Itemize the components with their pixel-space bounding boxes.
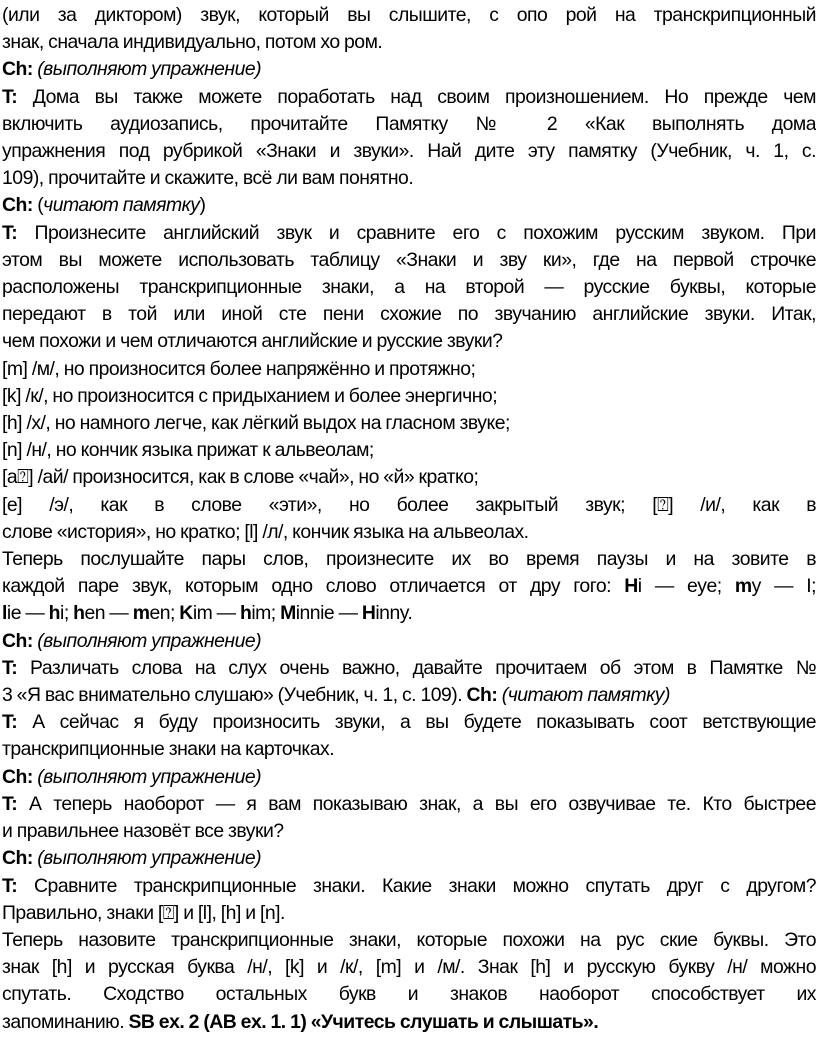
text-run: inny. — [375, 602, 413, 625]
text-run: Теперь послушайте пары слов, произнесите их во время паузы и на зовите в — [2, 548, 816, 571]
paragraph-sound-n — [2, 437, 816, 464]
text-run: en — — [84, 602, 133, 625]
bold-run: T: — [2, 874, 18, 897]
bold-run: H — [361, 602, 376, 625]
text-run: чем похожи и чем отличаются английские и русские звуки? — [2, 330, 503, 353]
text-run: А теперь наоборот — я вам показываю знак, а вы его озвучивае те. Кто быстрее — [17, 792, 816, 815]
text-run: im — — [192, 602, 240, 625]
text-run: ) — [199, 194, 206, 217]
paragraph-sound-ai — [2, 464, 816, 491]
italic-run: (выполняют упражнение) — [37, 847, 262, 870]
text-line — [2, 655, 816, 682]
text-run: этом вы можете использовать таблицу «Знаки и зву ки», где на первой строчке — [2, 248, 816, 271]
italic-run: (читают памятку) — [501, 684, 670, 707]
text-run: [a⍰] /ай/ произносится, как в слове «чай», но «й» кратко; — [2, 466, 479, 489]
text-run: [k] /к/, но произносится с придыханием и более энергично; — [2, 384, 498, 407]
bold-run: Ch: — [2, 629, 33, 652]
text-run: Различать слова на слух очень важно, давайте прочитаем об этом в Памятке № — [17, 656, 816, 679]
bold-run: Ch: — [2, 194, 33, 217]
text-line — [2, 546, 816, 573]
text-line — [2, 464, 816, 491]
text-run: i; — [60, 602, 74, 625]
text-run: 3 «Я вас внимательно слушаю» (Учебник, ч. 1, с. 109). — [2, 684, 467, 707]
bold-run: l — [2, 602, 7, 625]
text-line — [2, 600, 816, 627]
paragraph-t-6 — [2, 873, 816, 927]
italic-run: читают памятку — [43, 194, 200, 217]
text-run: спутать. Сходство остальных букв и знаков наоборот способствует их — [2, 983, 816, 1006]
paragraph-t-1 — [2, 84, 816, 193]
italic-run: (выполняют упражнение) — [37, 765, 262, 788]
text-line — [2, 519, 816, 546]
paragraph-ch-3 — [2, 628, 816, 655]
bold-run: h — [73, 602, 85, 625]
text-line — [2, 628, 816, 655]
italic-run: (выполняют упражнение) — [37, 58, 262, 81]
text-run: упражнения под рубрикой «Знаки и звуки». Най дите эту памятку (Учебник, ч. 1, с. — [2, 140, 816, 163]
text-line — [2, 328, 816, 355]
text-line — [2, 1009, 816, 1036]
text-run: слове «история», но кратко; [l] /л/, кончик языка на альвеолах. — [2, 520, 529, 543]
text-line — [2, 383, 816, 410]
bold-run: K — [179, 602, 193, 625]
text-run: [n] /н/, но кончик языка прижат к альвеолам; — [2, 439, 374, 462]
text-run: транскрипционные знаки на карточках. — [2, 738, 335, 761]
text-line — [2, 84, 816, 111]
bold-run: T: — [2, 656, 18, 679]
text-run: Произнесите английский звук и сравните его с похожим русским звуком. При — [17, 221, 816, 244]
paragraph-pairs — [2, 546, 816, 628]
bold-run: H — [624, 575, 638, 598]
text-line — [2, 274, 816, 301]
paragraph-ch-1 — [2, 56, 816, 83]
text-run: включить аудиозапись, прочитайте Памятку № 2 «Как выполнять дома — [2, 112, 816, 135]
paragraph-sound-k — [2, 383, 816, 410]
paragraph-t-4 — [2, 709, 816, 763]
text-line — [2, 573, 816, 600]
text-line — [2, 764, 816, 791]
text-run: запоминанию. — [2, 1010, 129, 1033]
text-run: innie — — [295, 602, 362, 625]
text-line — [2, 736, 816, 763]
text-line — [2, 954, 816, 981]
text-run: знак [h] и русская буква /н/, [k] и /к/, [m] и /м/. Знак [h] и русскую букву /н/ можно — [2, 956, 816, 979]
text-line — [2, 845, 816, 872]
paragraph-t-5 — [2, 791, 816, 845]
text-line — [2, 356, 816, 383]
bold-run: T: — [2, 792, 18, 815]
text-run: и правильнее назовёт все звуки? — [2, 820, 284, 843]
text-line — [2, 138, 816, 165]
text-run: знак, сначала индивидуально, потом хо ром. — [2, 31, 383, 54]
text-line — [2, 791, 816, 818]
text-line — [2, 709, 816, 736]
text-run: [m] /м/, но произносится более напряжённо и протяжно; — [2, 357, 476, 380]
paragraph-t-2 — [2, 220, 816, 356]
text-line — [2, 111, 816, 138]
text-line — [2, 247, 816, 274]
bold-run: Ch: — [2, 847, 33, 870]
text-line — [2, 981, 816, 1008]
italic-run: (выполняют упражнение) — [37, 629, 262, 652]
bold-run: m — [734, 575, 752, 598]
text-line — [2, 900, 816, 927]
text-line — [2, 165, 816, 192]
text-line — [2, 192, 816, 219]
paragraph-ch-2 — [2, 192, 816, 219]
bold-run: Ch: — [2, 765, 33, 788]
paragraph-sound-e — [2, 492, 816, 546]
paragraph-intro — [2, 2, 816, 56]
paragraph-ch-5 — [2, 845, 816, 872]
paragraph-sound-m — [2, 356, 816, 383]
paragraph-t-3 — [2, 655, 816, 709]
text-run: Сравните транскрипционные знаки. Какие знаки можно спутать друг с другом? — [17, 874, 816, 897]
bold-run: m — [132, 602, 150, 625]
bold-run: T: — [2, 221, 18, 244]
bold-run: h — [48, 602, 61, 625]
bold-run: T: — [2, 85, 18, 108]
text-run: Правильно, знаки [⍰] и [l], [h] и [n]. — [2, 901, 285, 924]
bold-run: h — [239, 602, 252, 625]
text-line — [2, 873, 816, 900]
text-run: передают в той или иной сте пени схожие по звучанию английские звуки. Итак, — [2, 303, 816, 326]
paragraph-sound-h — [2, 410, 816, 437]
text-run: y — I; — [751, 575, 816, 598]
bold-run: Ch: — [2, 58, 33, 81]
text-run: расположены транскрипционные знаки, а на второй — русские буквы, которые — [2, 276, 816, 299]
paragraph-final — [2, 927, 816, 1036]
text-run: каждой паре звук, которым одно слово отличается от дру гого: — [2, 575, 625, 598]
text-line — [2, 2, 816, 29]
text-line — [2, 220, 816, 247]
text-run: Дома вы также можете поработать над своим произношением. Но прежде чем — [17, 85, 816, 108]
text-line — [2, 301, 816, 328]
text-run: Теперь назовите транскрипционные знаки, которые похожи на рус ские буквы. Это — [2, 928, 816, 951]
text-line — [2, 437, 816, 464]
text-line — [2, 927, 816, 954]
paragraph-ch-4 — [2, 764, 816, 791]
bold-run: T: — [2, 711, 18, 734]
text-run: (или за диктором) звук, который вы слышите, с опо рой на транскрипционный — [2, 4, 816, 26]
bold-run: M — [280, 602, 296, 625]
text-run: im; — [251, 602, 281, 625]
text-run: ie — — [6, 602, 49, 625]
text-line — [2, 56, 816, 83]
text-line — [2, 818, 816, 845]
text-line — [2, 682, 816, 709]
text-line — [2, 492, 816, 519]
bold-run: SB ex. 2 (AB ex. 1. 1) «Учитесь слушать и слышать». — [128, 1010, 599, 1033]
text-line — [2, 29, 816, 56]
bold-run: Ch: — [466, 684, 498, 707]
text-run: [e] /э/, как в слове «эти», но более закрытый звук; [⍰] /и/, как в — [2, 493, 816, 516]
text-run: i — eye; — [637, 575, 735, 598]
text-run: en; — [149, 602, 180, 625]
text-run: А сейчас я буду произносить звуки, а вы будете показывать соот ветствующие — [17, 711, 816, 734]
text-run: 109), прочитайте и скажите, всё ли вам понятно. — [2, 167, 414, 190]
text-run: [h] /х/, но намного легче, как лёгкий выдох на гласном звуке; — [2, 412, 510, 435]
text-run: ( — [32, 194, 44, 217]
text-line — [2, 410, 816, 437]
